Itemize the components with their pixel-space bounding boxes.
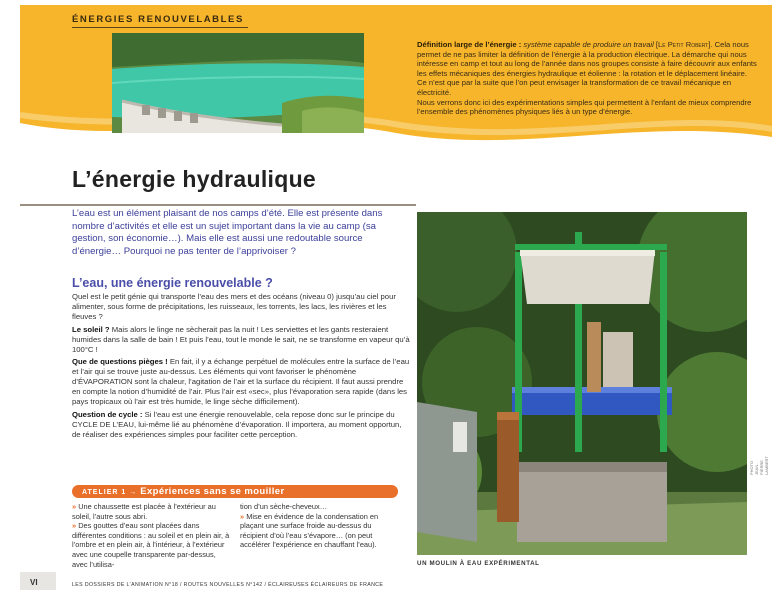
paragraph-2-text: Mais alors le linge ne sècherait pas la nuit ! Les serviettes et les gants resteraient humides dans la salle de bain ! Et puis l’eau, tout le monde le sait, ne se transforme en vapeur qu’à 100°C !: [72, 324, 410, 354]
section-rule: [72, 27, 248, 28]
definition-text-2: Nous verrons donc ici des expérimentations simples qui permettent à l’enfant de mieux comprendre l’ensemble des phénomènes physiques liés à un type d’énergie.: [417, 97, 752, 117]
photo-credit: PHOTO JEAN-PIERRE LAMBERT: [749, 456, 769, 475]
title-rule: [20, 204, 416, 206]
article-intro: L’eau est un élément plaisant de nos camps d’été. Elle est présente dans nombre d’activités et elle est un sujet important dans la vie au camp (sa gestion, son économie…). Mais elle est aussi une redoutable source d’énergie… Pourquoi ne pas tenter de l’apprivoiser ?: [72, 208, 383, 257]
paragraph-2-head: Le soleil ?: [72, 324, 110, 334]
water-mill-illustration: [417, 212, 747, 555]
paragraph-3-text: En fait, il y a échange perpétuel de molécules entre la surface de l’eau et l’air qui se trouve juste au-dessus. Les éléments qui vont favoriser le phénomène d’ÉVAPORATION sont la chaleur, l’agitation de l’air et la surface du récipient. Il faut aussi prendre en compte la notion d’humidité de l’air. Plus l’air est «sec», plus l’évaporation sera rapide (dans les pays tropicaux où l’air est très humide, le linge sèche difficilement).: [72, 357, 410, 407]
workshop-item-1: Une chaussette est placée à l’extérieur au soleil, l’autre sous abri.: [72, 502, 216, 521]
bullet-arrow-icon: »: [72, 521, 77, 531]
photo-caption: UN MOULIN À EAU EXPÉRIMENTAL: [417, 560, 540, 567]
definition-source: [Le Petit Robert]: [655, 40, 711, 49]
paragraph-1: Quel est le petit génie qui transporte l’eau des mers et des océans (niveau 0) jusqu’au ciel pour alimenter, sous forme de précipitations, les ruisseaux, les torrents, les lacs, les rivières et les fleuves ?: [72, 292, 396, 321]
dam-illustration: [112, 33, 364, 133]
article-body: [72, 292, 412, 443]
workshop-column-2: [240, 502, 400, 550]
workshop-item-2: Des gouttes d’eau sont placées dans différentes conditions : au soleil et en plein air, à l’ombre et en plein air, à l’intérieur, à l’extérieur avec une coupelle transparente par-dessus, avec l’utilisa-: [72, 521, 230, 569]
paragraph-4-text: Si l’eau est une énergie renouvelable, cela repose donc sur le principe du CYCLE DE L’EAU, lui-même lié au phénomène d’évaporation. Il importera, au moment opportun, de réaliser des expériences simples pour faciliter cette perception.: [72, 409, 402, 439]
page-number: VI: [30, 578, 38, 587]
bullet-arrow-icon: »: [72, 502, 77, 511]
definition-term: Définition large de l’énergie :: [417, 40, 522, 49]
paragraph-2: [72, 325, 412, 355]
paragraph-3-head: Que de questions pièges !: [72, 357, 168, 367]
article-subtitle: L’eau, une énergie renouvelable ?: [72, 276, 273, 290]
workshop-banner: [72, 485, 398, 498]
definition-text: . Cela nous permet de ne pas limiter la définition de l’énergie à la production électrique. La démarche qui nous intéresse en camp et tout au long de l’année dans nos groupes consiste à faire découvrir aux enfants les effets mécaniques des énergies hydraulique et éolienne : la rotation et le déplacement linéaire. Ce n’est que par la suite que l’on peut envisager la transformation de ce travail mécanique en électricité.: [417, 40, 757, 97]
section-label: ÉNERGIES RENOUVELABLES: [72, 14, 244, 25]
workshop-item-2-cont: tion d’un sèche-cheveux…: [240, 502, 328, 511]
workshop-label: Expériences sans se mouiller: [140, 486, 285, 497]
definition-italic: système capable de produire un travail: [523, 40, 654, 49]
workshop-item-3: Mise en évidence de la condensation en plaçant une surface froide au-dessus du récipient d’où l’eau s’évapore… (on peut accélérer l’expérience en chauffant l’eau).: [240, 511, 379, 550]
water-mill-photo: [417, 212, 747, 555]
folio-bar: [20, 572, 56, 590]
paragraph-4-head: Question de cycle :: [72, 409, 143, 419]
paragraph-3: [72, 357, 412, 407]
bullet-arrow-icon: »: [240, 511, 245, 521]
workshop-column-1: [72, 502, 232, 569]
footer-text: LES DOSSIERS DE L’ANIMATION N°18 / ROUTES NOUVELLES N°142 / ÉCLAIREUSES ÉCLAIREURS DE FRANCE: [72, 582, 384, 588]
paragraph-4: [72, 410, 412, 440]
workshop-prefix: ATELIER 1 →: [82, 489, 138, 496]
dam-photo: [112, 33, 364, 133]
definition-box: [417, 40, 757, 117]
article-title: L’énergie hydraulique: [72, 166, 317, 192]
